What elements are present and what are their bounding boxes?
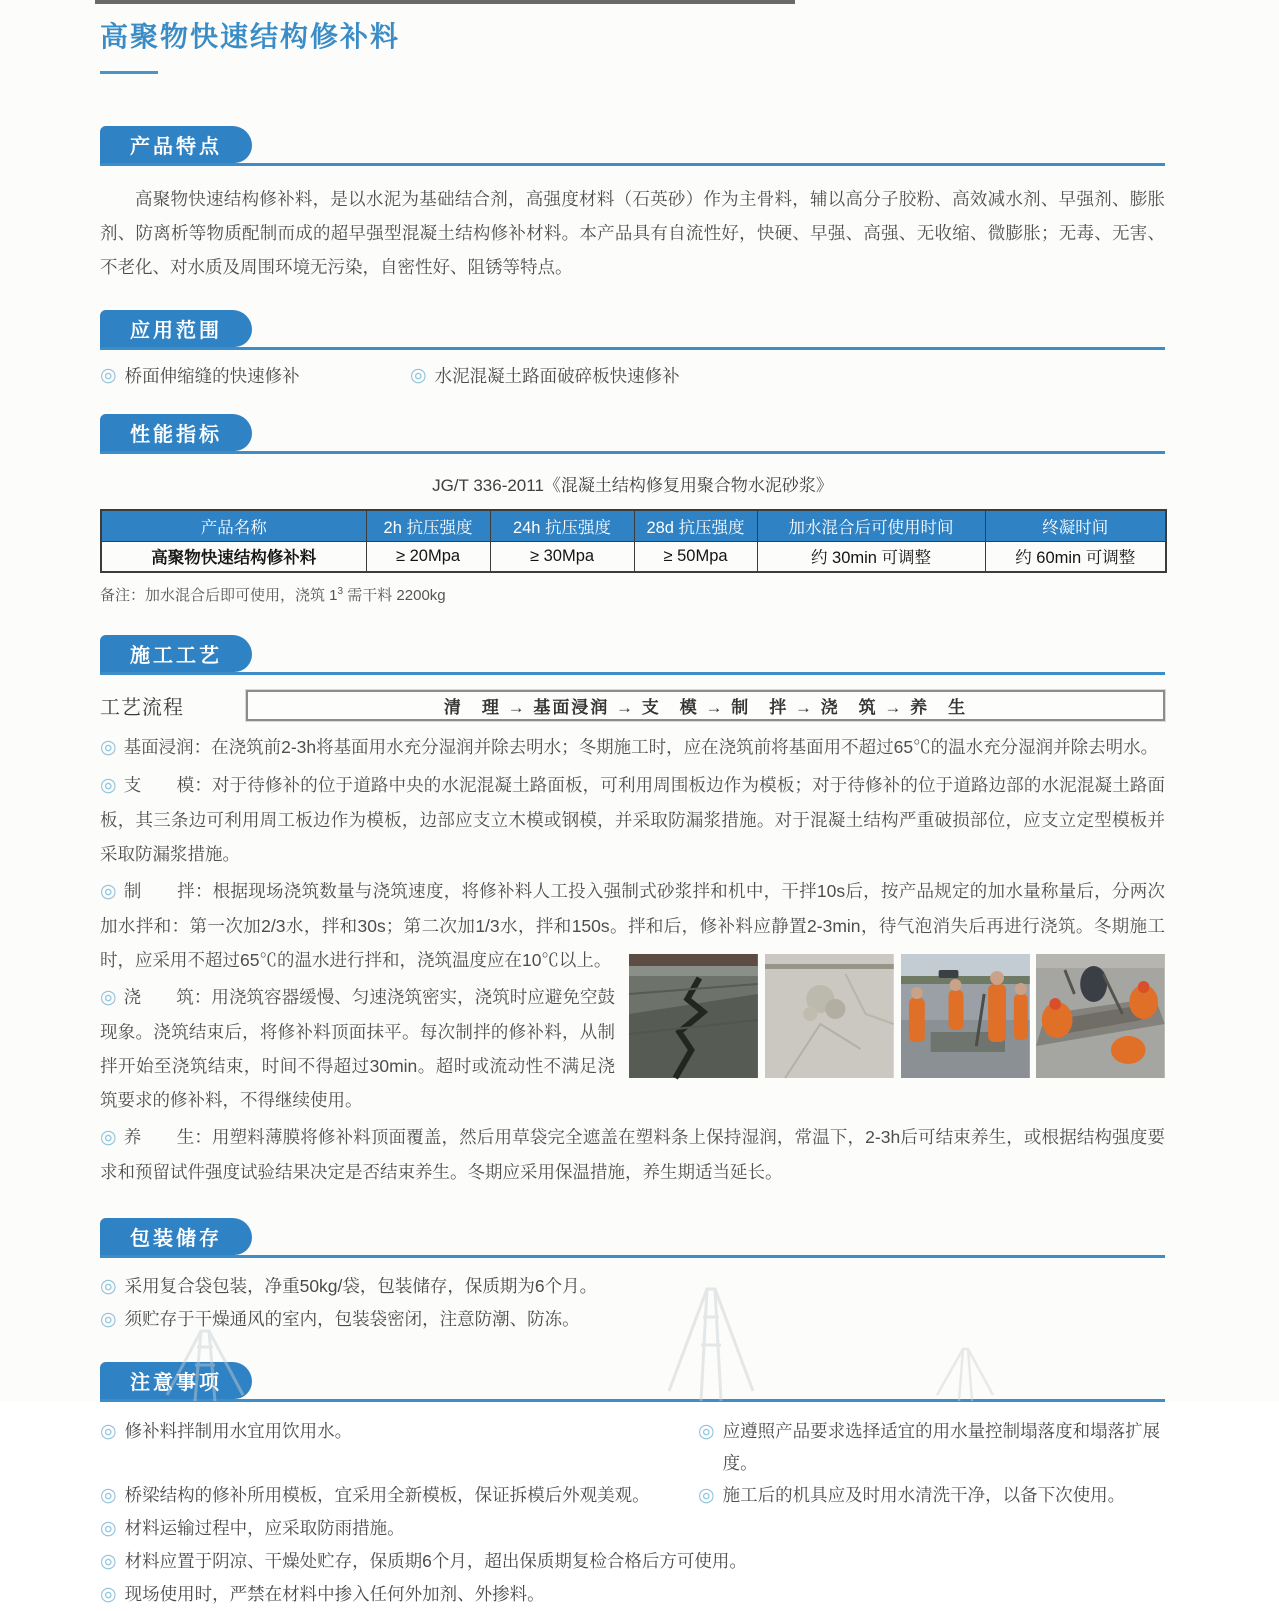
footnote-text: 需干料 2200kg xyxy=(343,587,446,604)
table-header-row xyxy=(101,510,1166,541)
precaution-row xyxy=(100,1479,1165,1512)
pavement-repair-closeup-photo xyxy=(1036,954,1165,1078)
bullseye-bullet-icon: ◎ xyxy=(698,1485,715,1506)
col-header-24h-strength: 24h 抗压强度 xyxy=(490,510,634,541)
step-text: 支 模：对于待修补的位于道路中央的水泥混凝土路面板，可利用周围板边作为模板；对于待修补的位于道路边部的水泥混凝土路面板，其三条边可利用周工板边作为模板，边部应支立木模或钢模，并采取防漏浆措施。对于混凝土结构严重破损部位，应支立定型模板并采取防漏浆措施。 xyxy=(100,775,1165,864)
precaution-item xyxy=(698,1479,1125,1512)
bullseye-bullet-icon: ◎ xyxy=(100,881,117,902)
cell-product-name: 高聚物快速结构修补料 xyxy=(101,541,366,572)
title-underline xyxy=(100,71,158,74)
application-item xyxy=(410,363,680,388)
bullseye-bullet-icon: ◎ xyxy=(100,987,117,1008)
table-footnote xyxy=(100,584,1165,605)
col-header-2h-strength: 2h 抗压强度 xyxy=(366,510,490,541)
bullseye-bullet-icon: ◎ xyxy=(100,1584,117,1605)
application-item-label: 桥面伸缩缝的快速修补 xyxy=(124,366,300,386)
precaution-item xyxy=(100,1479,698,1512)
bullseye-bullet-icon: ◎ xyxy=(100,1518,117,1539)
packaging-list xyxy=(100,1270,1165,1336)
col-header-usable-time: 加水混合后可使用时间 xyxy=(757,510,985,541)
process-flow-label: 工艺流程 xyxy=(100,697,184,719)
packaging-item-text: 须贮存于干燥通风的室内，包装袋密闭，注意防潮、防冻。 xyxy=(124,1309,580,1329)
precaution-text: 桥梁结构的修补所用模板，宜采用全新模板，保证拆模后外观美观。 xyxy=(124,1485,650,1505)
bullseye-bullet-icon: ◎ xyxy=(100,1276,117,1297)
step-text: 制 拌：根据现场浇筑数量与浇筑速度，将修补料人工投入强制式砂浆拌和机中，干拌10s后，按产品规定的加水量称量后，分两次加水拌和：第一次加2/3水，拌和30s；第二次加1/3水，拌和150s。拌和后，修补料应静置2-3min，待气泡消失后再进行浇筑。冬期施工时，应采用不超过65℃的温水进行拌和，浇筑温度应在10℃以上。 xyxy=(100,881,1165,970)
precaution-text: 现场使用时，严禁在材料中掺入任何外加剂、外掺料。 xyxy=(124,1584,545,1604)
precaution-item xyxy=(100,1512,1165,1545)
page-content xyxy=(100,0,1165,1611)
precaution-text: 应遵照产品要求选择适宜的用水量控制塌落度和塌落扩展度。 xyxy=(722,1421,1161,1473)
process-flow-box: 清 理 → 基面浸润 → 支 模 → 制 拌 → 浇 筑 → 养 生 xyxy=(246,690,1165,721)
cell-2h-strength: ≥ 20Mpa xyxy=(366,541,490,572)
cell-24h-strength: ≥ 30Mpa xyxy=(490,541,634,572)
step-formwork xyxy=(100,768,1165,871)
section-header-features xyxy=(100,126,1165,166)
bullseye-bullet-icon: ◎ xyxy=(100,365,117,386)
precaution-text: 施工后的机具应及时用水清洗干净，以备下次使用。 xyxy=(722,1485,1126,1505)
applications-heading-badge: 应用范围 xyxy=(100,310,252,347)
packaging-item xyxy=(100,1270,1165,1303)
col-header-product-name: 产品名称 xyxy=(101,510,366,541)
bullseye-bullet-icon: ◎ xyxy=(100,737,117,758)
performance-heading-badge: 性能指标 xyxy=(100,414,252,451)
bullseye-bullet-icon: ◎ xyxy=(100,1421,117,1442)
performance-table xyxy=(100,509,1167,573)
bullseye-bullet-icon: ◎ xyxy=(100,775,117,796)
bullseye-bullet-icon: ◎ xyxy=(100,1551,117,1572)
precaution-text: 修补料拌制用水宜用饮用水。 xyxy=(124,1421,353,1441)
standard-reference: JG/T 336-2011《混凝土结构修复用聚合物水泥砂浆》 xyxy=(432,476,833,495)
packaging-item xyxy=(100,1303,1165,1336)
construction-photo-strip xyxy=(629,954,1165,1078)
applications-list xyxy=(100,363,1165,388)
process-flow-row xyxy=(100,690,1165,721)
section-header-packaging xyxy=(100,1218,1165,1258)
cracked-pavement-photo xyxy=(629,954,758,1078)
cell-28d-strength: ≥ 50Mpa xyxy=(634,541,757,572)
precautions-heading-badge: 注意事项 xyxy=(100,1362,252,1399)
application-item xyxy=(100,363,410,388)
damaged-concrete-photo xyxy=(765,954,894,1078)
packaging-item-text: 采用复合袋包装，净重50kg/袋，包装储存，保质期为6个月。 xyxy=(124,1276,598,1296)
bullseye-bullet-icon: ◎ xyxy=(100,1309,117,1330)
step-text: 养 生：用塑料薄膜将修补料顶面覆盖，然后用草袋完全遮盖在塑料条上保持湿润，常温下，2-3h后可结束养生，或根据结构强度要求和预留试件强度试验结果决定是否结束养生。冬期应采用保温措施，养生期适当延长。 xyxy=(100,1127,1165,1182)
step-text: 基面浸润：在浇筑前2-3h将基面用水充分湿润并除去明水；冬期施工时，应在浇筑前将基面用不超过65℃的温水充分湿润并除去明水。 xyxy=(123,737,1159,757)
packaging-heading-badge: 包装储存 xyxy=(100,1218,252,1255)
section-header-applications xyxy=(100,310,1165,350)
step-surface-wetting xyxy=(100,730,1165,765)
page-title: 高聚物快速结构修补料 xyxy=(100,21,401,52)
section-header-performance xyxy=(100,414,1165,454)
bridge-watermark-graphic xyxy=(935,1345,995,1401)
precaution-item xyxy=(100,1578,1165,1611)
features-heading-badge: 产品特点 xyxy=(100,126,252,163)
bullseye-bullet-icon: ◎ xyxy=(698,1421,715,1442)
precaution-item xyxy=(100,1415,698,1479)
precaution-text: 材料应置于阴凉、干燥处贮存，保质期6个月，超出保质期复检合格后方可使用。 xyxy=(124,1551,747,1571)
bridge-watermark-graphic xyxy=(665,1285,755,1401)
bullseye-bullet-icon: ◎ xyxy=(100,1127,117,1148)
construction-steps xyxy=(100,730,1165,1192)
bullseye-bullet-icon: ◎ xyxy=(100,1485,117,1506)
col-header-28d-strength: 28d 抗压强度 xyxy=(634,510,757,541)
precautions-list xyxy=(100,1415,1165,1611)
cell-usable-time: 约 30min 可调整 xyxy=(757,541,985,572)
cell-final-set-time: 约 60min 可调整 xyxy=(985,541,1166,572)
step-text: 浇 筑：用浇筑容器缓慢、匀速浇筑密实，浇筑时应避免空鼓现象。浇筑结束后，将修补料顶面抹平。每次制拌的修补料，从制拌开始至浇筑结束，时间不得超过30min。超时或流动性不满足浇筑要求的修补料，不得继续使用。 xyxy=(100,987,615,1110)
footnote-text: 备注：加水混合后即可使用，浇筑 1 xyxy=(100,587,338,604)
section-header-construction xyxy=(100,635,1165,675)
construction-heading-badge: 施工工艺 xyxy=(100,635,252,672)
footnote-superscript: 3 xyxy=(337,586,344,597)
table-row xyxy=(101,541,1166,572)
step-pouring xyxy=(100,980,1165,1117)
bullseye-bullet-icon: ◎ xyxy=(410,365,427,386)
precaution-row xyxy=(100,1415,1165,1479)
road-repair-workers-photo xyxy=(901,954,1030,1078)
precaution-item xyxy=(100,1545,1165,1578)
features-paragraph: 高聚物快速结构修补料，是以水泥为基础结合剂，高强度材料（石英砂）作为主骨料，辅以高分子胶粉、高效减水剂、早强剂、膨胀剂、防离析等物质配制而成的超早强型混凝土结构修补材料。本产品具有自流性好，快硬、早强、高强、无收缩、微膨胀；无毒、无害、不老化、对水质及周围环境无污染，自密性好、阻锈等特点。 xyxy=(100,189,1165,277)
col-header-final-set-time: 终凝时间 xyxy=(985,510,1166,541)
step-curing xyxy=(100,1120,1165,1189)
bridge-watermark-graphic xyxy=(165,1325,245,1401)
application-item-label: 水泥混凝土路面破碎板快速修补 xyxy=(434,366,680,386)
precaution-item xyxy=(698,1415,1165,1479)
precaution-text: 材料运输过程中，应采取防雨措施。 xyxy=(124,1518,405,1538)
section-header-precautions xyxy=(100,1362,1165,1402)
